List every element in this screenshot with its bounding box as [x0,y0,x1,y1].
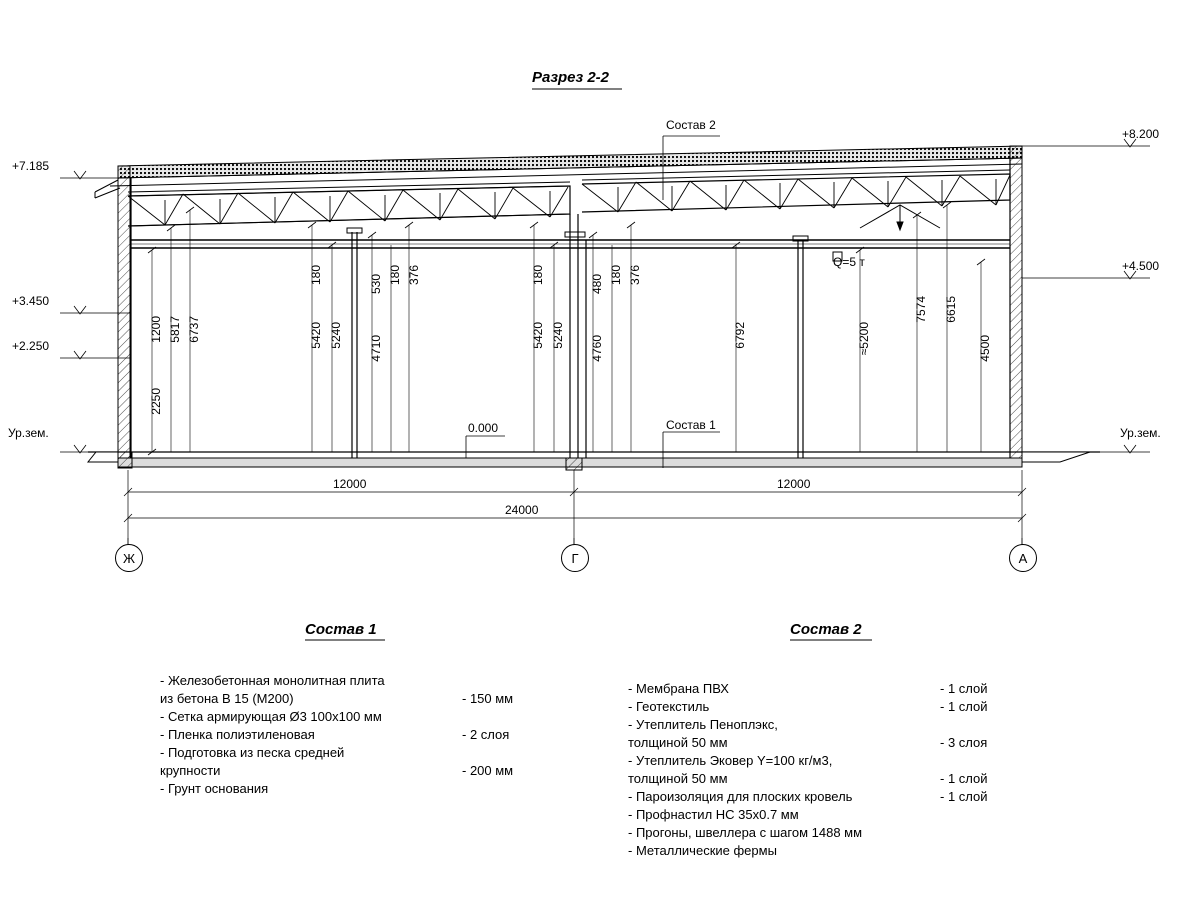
level-left-2: +2.250 [12,339,50,353]
vdim-376-b: 376 [628,265,642,286]
vdim-4760: 4760 [590,335,604,362]
legend2-row: - Металлические фермы [628,843,777,858]
legend1-value: - 150 мм [462,691,514,706]
level-right-0: +8.200 [1122,127,1160,141]
vdim-480: 480 [590,274,604,295]
vdim-2250: 2250 [149,388,163,415]
vdim-6737: 6737 [187,316,201,343]
vdim-5200: ≈5200 [857,322,871,356]
legend2-row: - Утеплитель Эковер Y=100 кг/м3, [628,753,833,768]
legend2-row: - Утеплитель Пеноплэкс, [628,717,778,732]
legend2-row: - Профнастил НС 35х0.7 мм [628,807,799,822]
legend2-row: - Геотекстиль [628,699,710,714]
legend2-value [940,716,988,734]
level-right-1: +4.500 [1122,259,1160,273]
level-left-0: +7.185 [12,159,50,173]
legend2-title: Состав 2 [790,621,862,638]
legend2-value: - 1 слой [940,699,988,714]
level-left-1: +3.450 [12,294,50,308]
hdim-total-24000: 24000 [505,503,539,517]
legend1-values [462,672,513,798]
legend2-row: толщиной 50 мм [628,771,728,786]
callout-crane-load: Q=5 т [833,255,865,269]
vdim-6615: 6615 [944,296,958,323]
vdim-5240-a: 5240 [329,322,343,349]
axis-label: Ж [122,550,135,566]
legend2-row: - Мембрана ПВХ [628,681,729,696]
legend2-value [940,824,988,842]
legend1-value [462,672,513,690]
legend1-row: - Подготовка из песка средней [160,745,345,760]
vdim-6792: 6792 [733,322,747,349]
legend2-value: - 1 слой [940,789,988,804]
legend2-value [940,842,988,860]
vdim-5240-b: 5240 [551,322,565,349]
vdim-1200: 1200 [149,316,163,343]
legend2-row: - Прогоны, швеллера с шагом 1488 мм [628,825,863,840]
legend1-row: крупности [160,763,221,778]
axis-mark-g [561,544,589,572]
legend2-value: - 3 слоя [940,735,988,750]
vdim-7574: 7574 [914,296,928,323]
callout-sostav2: Состав 2 [666,118,716,132]
vdim-180-b: 180 [388,265,402,286]
hdim-left-12000: 12000 [333,477,367,491]
hdim-right-12000: 12000 [777,477,811,491]
vdim-5420-a: 5420 [309,322,323,349]
vdim-5420-b: 5420 [531,322,545,349]
axis-mark-zh [115,544,143,572]
legend1-row: - Железобетонная монолитная плита [160,673,385,688]
legend2-row: толщиной 50 мм [628,735,728,750]
level-right-2: Ур.зем. [1120,426,1161,440]
vdim-4710: 4710 [369,335,383,362]
legend1-value: - 2 слоя [462,727,510,742]
vdim-530: 530 [369,274,383,295]
vdim-180-c: 180 [531,265,545,286]
legend1-row: - Пленка полиэтиленовая [160,727,315,742]
legend2-value: - 1 слой [940,771,988,786]
vdim-180-d: 180 [609,265,623,286]
vdim-180-a: 180 [309,265,323,286]
legend2-value [940,752,988,770]
legend1-value [462,780,513,798]
axis-mark-a [1009,544,1037,572]
legend1-row: - Сетка армирующая Ø3 100х100 мм [160,709,382,724]
legend1-value [462,708,513,726]
legend2-values [940,680,988,860]
axis-label: Г [571,550,579,566]
legend2-rows [628,680,862,860]
legend1-rows [160,672,385,798]
page-title: Разрез 2-2 [532,69,610,86]
legend2-row: - Пароизоляция для плоских кровель [628,789,853,804]
legend1-title: Состав 1 [305,621,377,638]
vdim-376-a: 376 [407,265,421,286]
legend1-value: - 200 мм [462,763,514,778]
callout-zero-level: 0.000 [468,421,499,435]
legend1-row: - Грунт основания [160,781,269,796]
legend2-value: - 1 слой [940,681,988,696]
legend2-value [940,806,988,824]
vdim-4500: 4500 [978,335,992,362]
legend1-value [462,744,513,762]
level-left-3: Ур.зем. [8,426,49,440]
axis-label: А [1018,550,1028,566]
vdim-5817: 5817 [168,316,182,343]
callout-sostav1: Состав 1 [666,418,716,432]
legend1-row: из бетона В 15 (М200) [160,691,294,706]
